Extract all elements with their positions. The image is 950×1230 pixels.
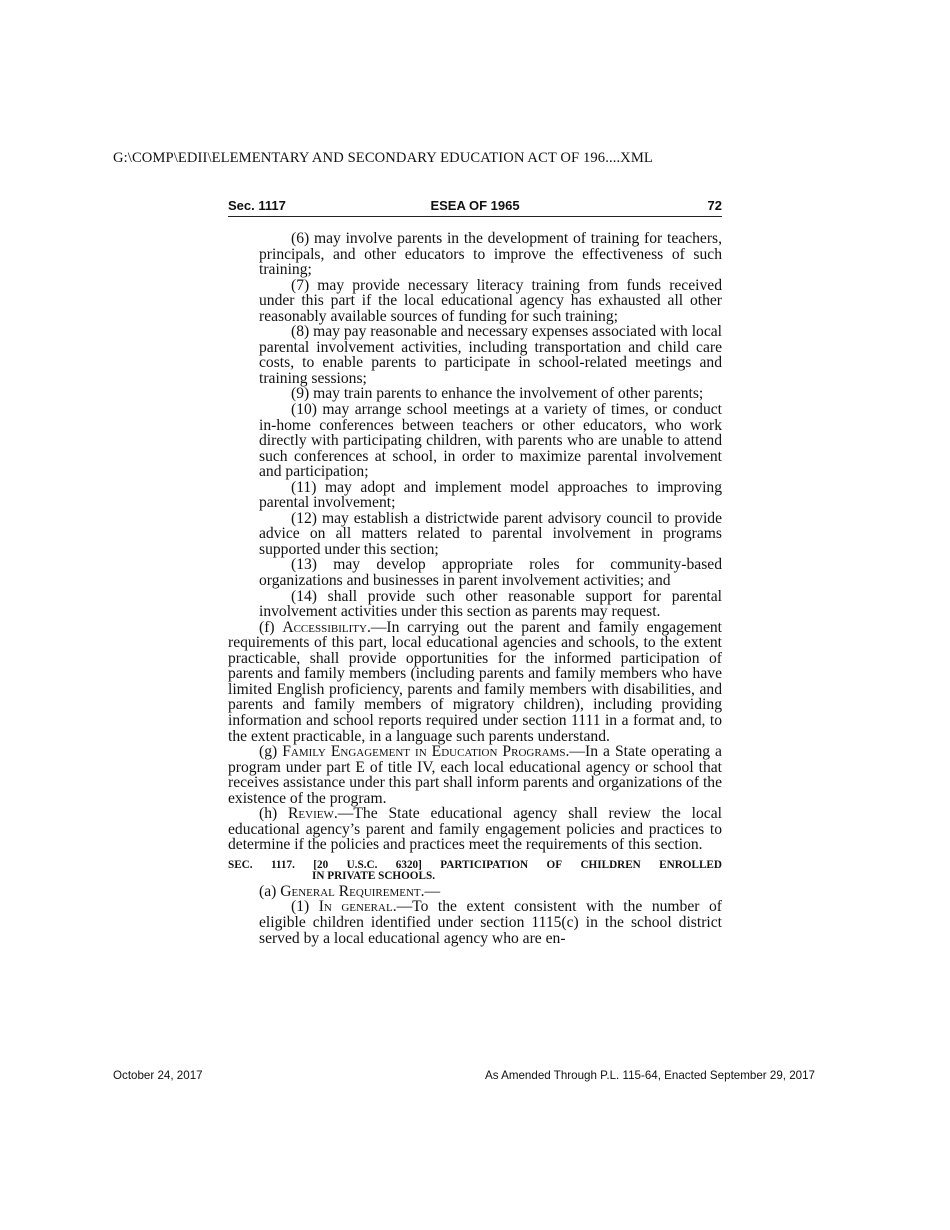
file-path-header: G:\COMP\EDII\ELEMENTARY AND SECONDARY EDUCATION ACT OF 196....XML [113, 150, 653, 166]
paragraph-13: (13) may develop appropriate roles for community-based organizations and businesses in parent involvement activities; and [259, 556, 722, 590]
section-heading-line-1 [228, 860, 722, 871]
subsection-f-heading: Accessibility [282, 618, 367, 636]
paragraph-a-1-text: .—To the extent consistent with the number of eligible children identified under section 1115(c) in the school district served by a local educational agency who are en- [259, 898, 722, 947]
paragraph-7: (7) may provide necessary literacy training from funds received under this part if the local educational agency has exhausted all other reasonably available sources of funding for such training; [259, 276, 722, 325]
subsection-h-label: (h) [259, 805, 289, 823]
paragraph-11: (11) may adopt and implement model approaches to improving parental involvement; [259, 478, 722, 512]
heading-word: SEC. [228, 858, 253, 871]
subsection-a [228, 884, 722, 900]
heading-word: PARTICIPATION [440, 858, 529, 871]
heading-word: 6320] [395, 858, 422, 871]
document-body [228, 231, 722, 946]
subsection-h [228, 806, 722, 853]
heading-word: 1117. [270, 858, 295, 871]
section-heading-line-2: IN PRIVATE SCHOOLS. [312, 869, 435, 882]
running-head-section: Sec. 1117 [228, 198, 286, 213]
running-head-title: ESEA OF 1965 [430, 198, 520, 213]
paragraph-10: (10) may arrange school meetings at a variety of times, or conduct in-home conferences between teachers or other educators, who work directly with participating children, with parents who are unable to attend such conferences at school, in order to maximize parental involvement and participation; [259, 401, 722, 481]
paragraph-a-1-heading: In general [318, 898, 393, 916]
subsection-f-text: .—In carrying out the parent and family engagement requirements of this part, local educational agencies and schools, to the extent practicable, shall provide opportunities for the informed participation of parents and family members (including parents and family members who have limited English proficiency, parents and family members with disabilities, and parents and family members of migratory children), including providing information and school reports required under section 1111 in a format and, to the extent practicable, in a language such parents understand. [228, 618, 723, 745]
subsection-f [228, 620, 722, 744]
subsection-g-label: (g) [259, 743, 283, 761]
subsection-g-heading: Family Engagement in Education Programs [282, 743, 566, 761]
subsection-f-label: (f) [259, 618, 283, 636]
paragraph-12: (12) may establish a districtwide parent advisory council to provide advice on all matters related to parental involvement in programs supported under this section; [259, 509, 722, 558]
paragraph-a-1-label: (1) [291, 898, 319, 916]
subsection-h-text: .—The State educational agency shall review the local educational agency’s parent and family engagement policies and practices to determine if the policies and practices meet the requirements of this section. [228, 805, 722, 854]
heading-word: ENROLLED [659, 858, 722, 871]
subsection-a-heading: General Requirement [280, 882, 421, 900]
heading-word: [20 [313, 858, 329, 871]
paragraph-8: (8) may pay reasonable and necessary expenses associated with local parental involvement activities, including transportation and child care costs, to enable parents to participate in school-related meetings and training sessions; [259, 323, 722, 387]
subsection-h-heading: Review [288, 805, 334, 823]
page-number: 72 [707, 198, 722, 213]
subsection-a-text: .— [420, 882, 441, 900]
paragraph-14: (14) shall provide such other reasonable support for parental involvement activities under this section as parents may request. [259, 587, 722, 621]
paragraph-9: (9) may train parents to enhance the involvement of other parents; [291, 385, 704, 403]
paragraph-a-1 [259, 899, 722, 946]
running-head [228, 196, 722, 217]
section-1117-heading [228, 860, 722, 882]
paragraph-6: (6) may involve parents in the development of training for teachers, principals, and other educators to improve the effectiveness of such training; [259, 230, 722, 279]
heading-word: CHILDREN [580, 858, 641, 871]
heading-word: U.S.C. [346, 858, 378, 871]
subsection-a-label: (a) [259, 882, 281, 900]
subsection-g-text: .—In a State operating a program under part E of title IV, each local educational agency or school that receives assistance under this part shall inform parents and organizations of the existence of the program. [228, 743, 722, 807]
subsection-g [228, 744, 722, 806]
heading-word: OF [546, 858, 563, 871]
footer-amendment-note: As Amended Through P.L. 115-64, Enacted September 29, 2017 [484, 1069, 815, 1082]
footer-date: October 24, 2017 [113, 1069, 203, 1082]
